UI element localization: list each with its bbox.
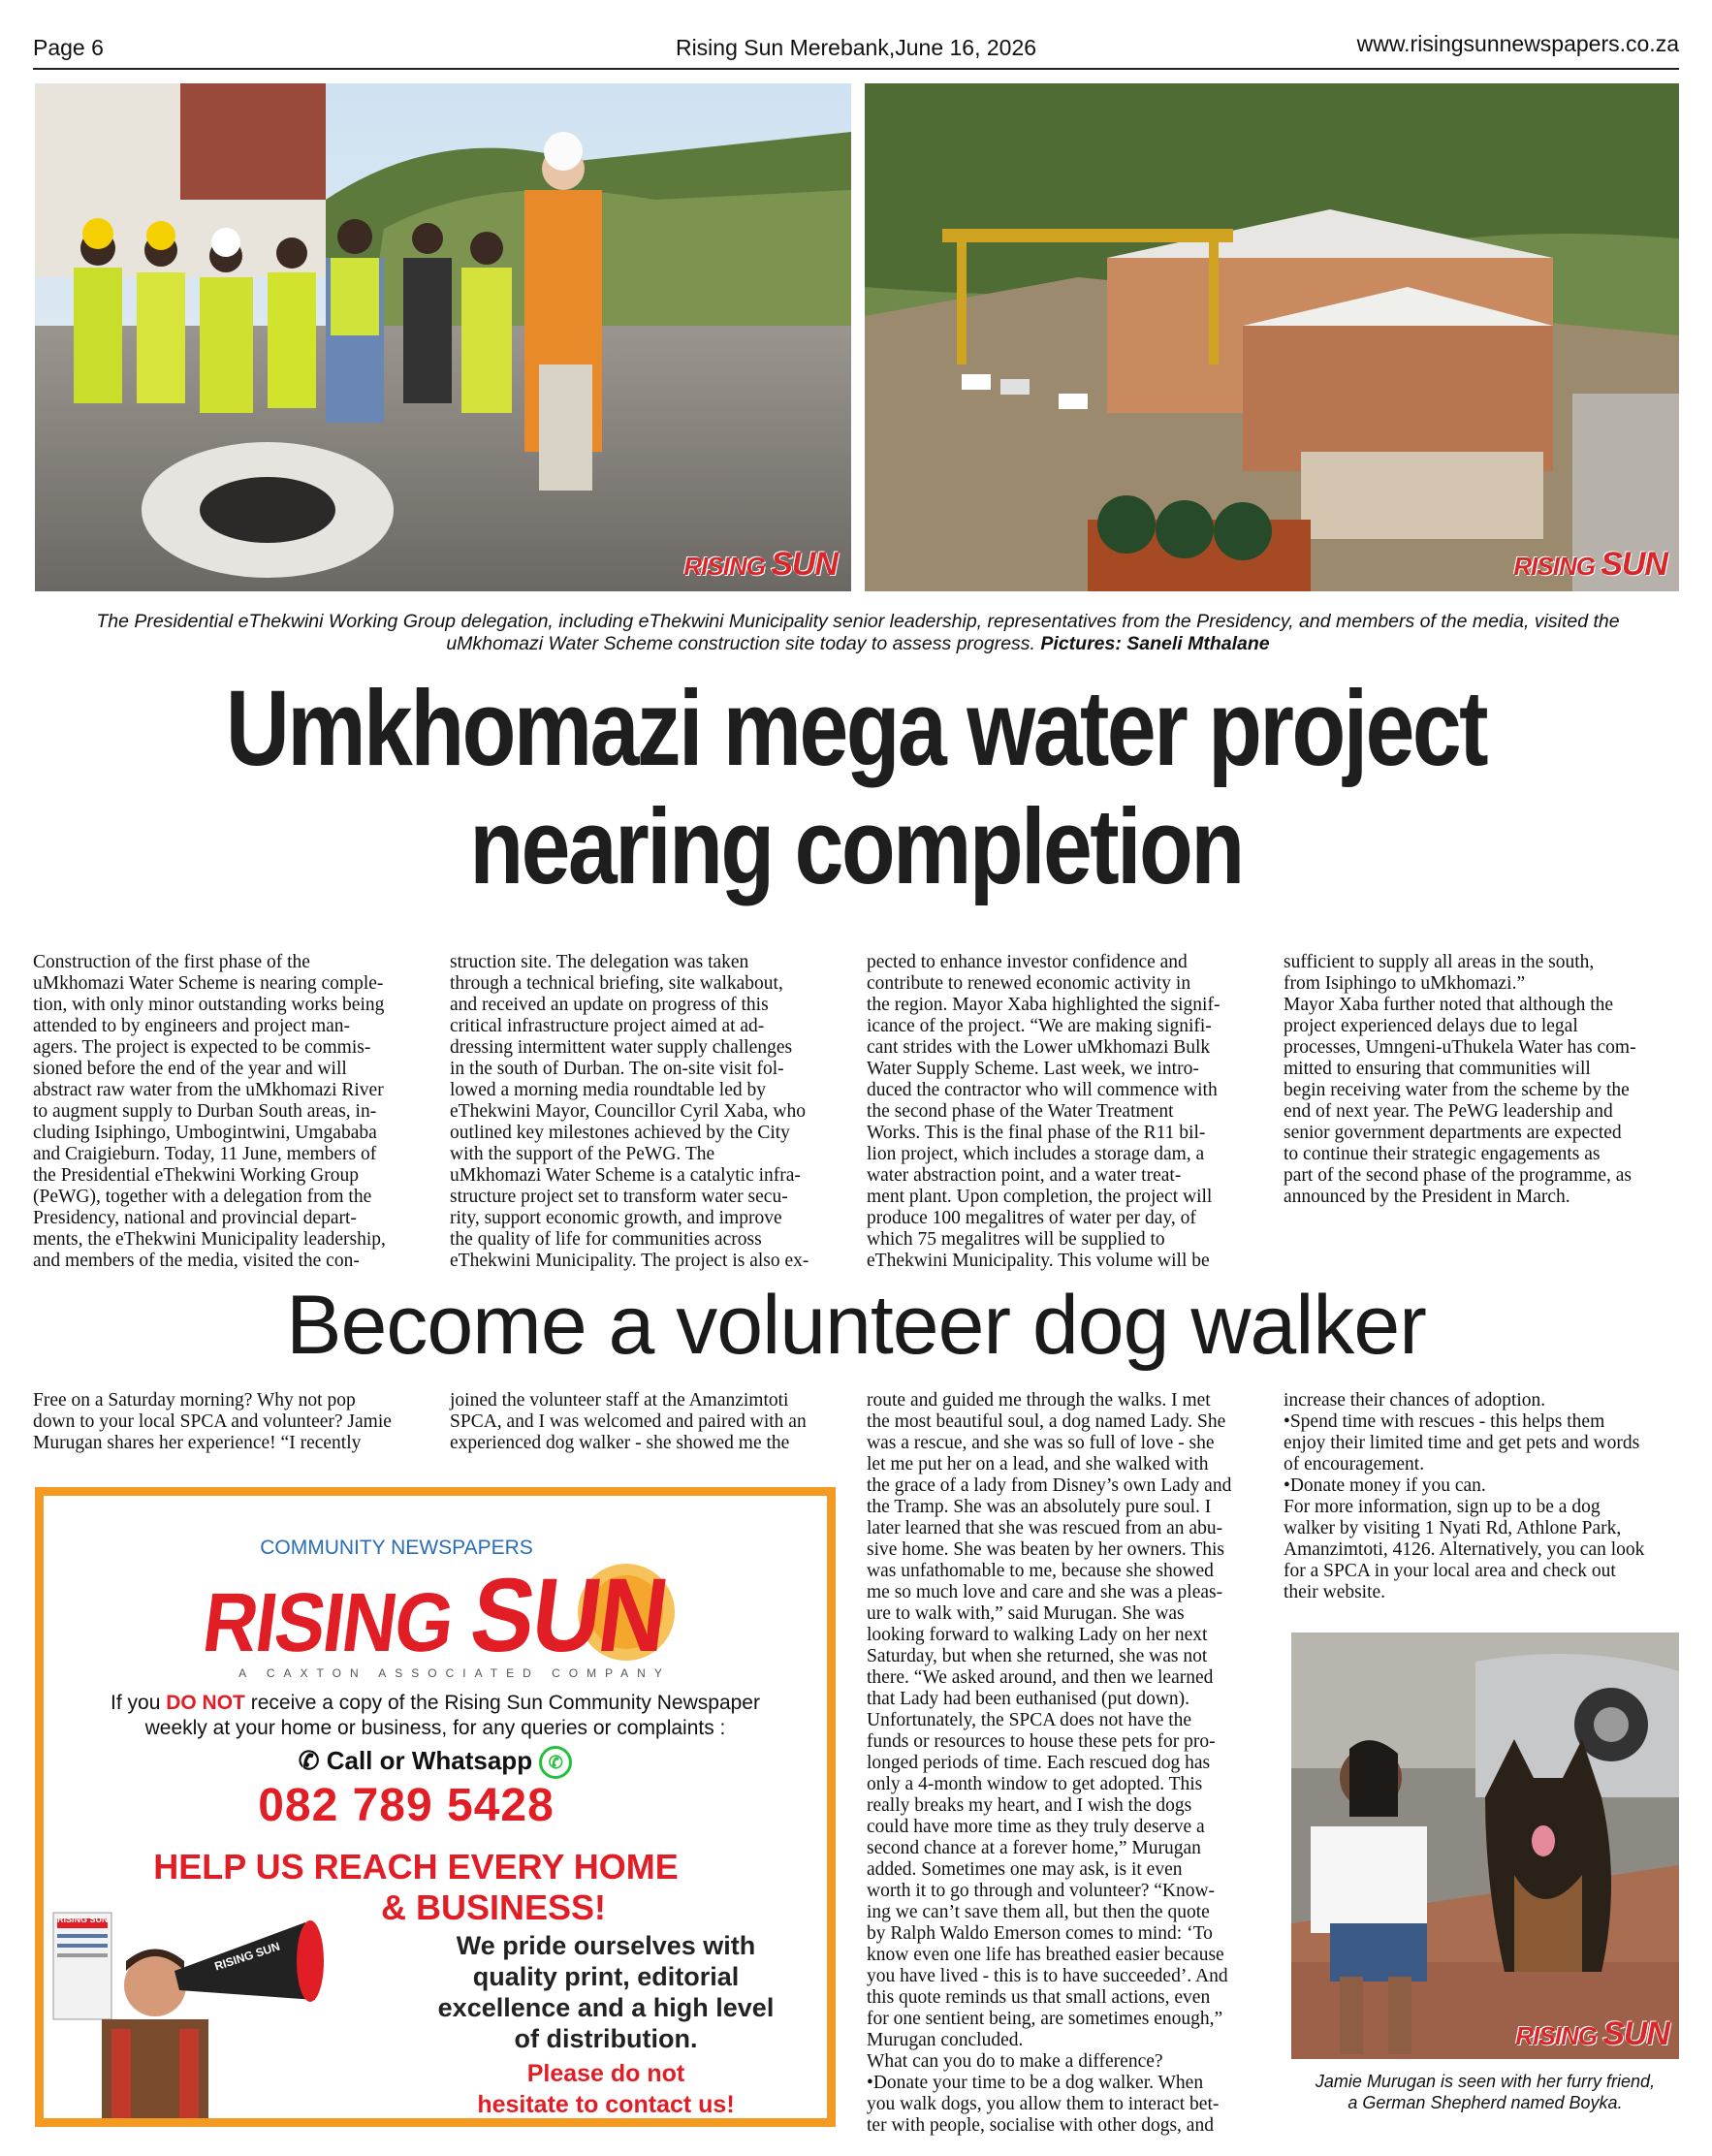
ad-paper-label: RISING SUN	[57, 1915, 109, 1924]
article1-column-4: sufficient to supply all areas in the south, from Isiphingo to uMkhomazi.” Mayor Xaba further noted that although the project experienced delays due to legal processes, Umngeni-uThukela Water has com- mitted to ensuring that communities will begin receiving water from the scheme by the end of next year. The PeWG leadership and senior government departments are expected to continue their strategic engagements as part of the second phase of the programme, as announced by the President in March.	[1284, 952, 1636, 1207]
ad-tagline: A CAXTON ASSOCIATED COMPANY	[238, 1666, 671, 1680]
ad-illustration-boy-megaphone	[44, 1893, 334, 2126]
photo-jamie-and-dog	[1291, 1633, 1679, 2059]
ad-megaphone-label: RISING SUN	[212, 1939, 282, 1974]
photo-treatment-works	[865, 83, 1679, 591]
photo-delegation	[35, 83, 851, 591]
ad-line-2: weekly at your home or business, for any queries or complaints :	[144, 1717, 726, 1739]
rising-sun-photo-logo: RISING SUN	[1513, 546, 1667, 583]
rising-sun-photo-logo: RISING SUN	[1515, 2015, 1669, 2052]
ad-help-line-1: HELP US REACH EVERY HOME	[153, 1847, 679, 1886]
page-number: Page 6	[33, 35, 104, 60]
article1-column-2: struction site. The delegation was taken through a technical briefing, site walkabout, and received an update on progress of this critical infrastructure project aimed at ad- dressing intermittent water supply challenges in the south of Durban. The on-site visit fol- lowed a morning media roundtable led by eThekwini Mayor, Councillor Cyril Xaba, who outlined key milestones achieved by the City with the support of the PeWG. The uMkhomazi Water Scheme is a catalytic infra- structure project set to transform water secu- rity, support economic growth, and improve the quality of life for communities across eThekwini Municipality. The project is also ex-	[450, 952, 809, 1271]
ad-call-label: Call or Whatsapp	[326, 1746, 533, 1775]
ad-pride-text: We pride ourselves with quality print, editorial excellence and a high level of distribution.	[437, 1931, 775, 2053]
ad-call-row	[44, 1746, 827, 1779]
phone-icon: ✆	[298, 1746, 320, 1775]
rising-sun-advert	[35, 1487, 836, 2127]
website-link[interactable]: www.risingsunnewspapers.co.za	[1356, 31, 1679, 56]
headline-line-2: nearing completion	[469, 787, 1243, 906]
rising-sun-photo-logo: RISING SUN	[683, 546, 838, 583]
ad-brand-rising: RISING	[198, 1576, 459, 1669]
photo-caption: The Presidential eThekwini Working Group delegation, including eThekwini Municipality senior leadership, representatives from the Presidency, and members of the media, visited the uMkhomazi Water Scheme construction site today to assess progress. Pictures: Saneli Mthalane	[96, 611, 1620, 654]
article2-column-1: Free on a Saturday morning? Why not pop down to your local SPCA and volunteer? Jamie Murugan shares her experience! “I recently	[33, 1390, 392, 1453]
article-headline	[0, 667, 1712, 909]
publication-date: Rising Sun Merebank,June 16, 2026	[675, 35, 1037, 60]
article2-column-3: route and guided me through the walks. I met the most beautiful soul, a dog named Lady. She was a rescue, and she was so full of love - she let me put her on a lead, and she walked with the grace of a lady from Disney’s own Lady and the Tramp. She was an absolutely pure soul. I later learned that she was rescued from an abu- sive home. She was beaten by her owners. This was unfathomable to me, because she showed me so much love and care and she was a pleas- ure to walk with,” said Murugan. She was looking forward to walking Lady on her next Saturday, but when she returned, she was not there. “We asked around, and then we learned that Lady had been euthanised (put down). Unfortunately, the SPCA does not have the funds or resources to house these pets for pro- longed periods of time. Each rescued dog has only a 4-month window to get adopted. This really breaks my heart, and I wish the dogs could have more time as they truly deserve a second chance at a forever home,” Murugan added. Sometimes one may ask, is it even worth it to go through and volunteer? “Know- ing we can’t save them all, but then the quote by Ralph Waldo Emerson comes to mind: ‘To know even one life has breathed easier because you have lived - this is to have succeeded’. And this quote reminds us that small actions, even for one sentient being, are sometimes enough,” Murugan concluded. What can you do to make a difference? •Donate your time to be a dog walker. When you walk dogs, you allow them to interact bet- ter with people, socialise with other dogs, and	[867, 1390, 1232, 2136]
article2-column-4: increase their chances of adoption. •Spend time with rescues - this helps them enjoy their limited time and get pets and words of encouragement. •Donate money if you can. For more information, sign up to be a dog walker by visiting 1 Nyati Rd, Athlone Park, Amanzimtoti, 4126. Alternatively, you can look for a SPCA in your local area and check out their website.	[1284, 1390, 1645, 1602]
whatsapp-icon: ✆	[539, 1746, 572, 1779]
headline-line-1: Umkhomazi mega water project	[225, 669, 1487, 788]
dog-photo-caption: Jamie Murugan is seen with her furry friend, a German Shepherd named Boyka.	[1315, 2072, 1656, 2112]
ad-line-1: If you DO NOT receive a copy of the Rising Sun Community Newspaper	[111, 1692, 760, 1714]
ad-community-label: COMMUNITY NEWSPAPERS	[260, 1537, 533, 1559]
dog-walker-headline: Become a volunteer dog walker	[286, 1279, 1426, 1372]
ad-help-line-2: & BUSINESS!	[380, 1887, 607, 1927]
article2-column-2: joined the volunteer staff at the Amanzimtoti SPCA, and I was welcomed and paired with an experienced dog walker - she showed me the	[450, 1390, 807, 1453]
ad-phone-number[interactable]: 082 789 5428	[258, 1780, 555, 1831]
ad-brand-sun: SUN	[464, 1556, 674, 1673]
article1-column-1: Construction of the first phase of the uMkhomazi Water Scheme is nearing comple- tion, with only minor outstanding works being attended to by engineers and project man- agers. The project is expected to be commis- sioned before the end of the year and will abstract raw water from the uMkhomazi River to augment supply to Durban South areas, in- cluding Isiphingo, Umbogintwini, Umgababa and Craigieburn. Today, 11 June, members of the Presidential eThekwini Working Group (PeWG), together with a delegation from the Presidency, national and provincial depart- ments, the eThekwini Municipality leadership, and members of the media, visited the con-	[33, 952, 386, 1271]
page-header	[33, 29, 1679, 70]
ad-contact-text: Please do not hesitate to contact us!	[477, 2060, 735, 2118]
article1-column-3: pected to enhance investor confidence and contribute to renewed economic activity in the region. Mayor Xaba highlighted the signif- icance of the project. “We are making signifi- cant strides with the Lower uMkhomazi Bulk Water Supply Scheme. Last week, we intro- duced the contractor who will commence with the second phase of the Water Treatment Works. This is the final phase of the R11 bil- lion project, which includes a storage dam, a water abstraction point, and a water treat- ment plant. Upon completion, the project will produce 100 megalitres of water per day, of which 75 megalitres will be supplied to eThekwini Municipality. This volume will be	[867, 952, 1221, 1271]
